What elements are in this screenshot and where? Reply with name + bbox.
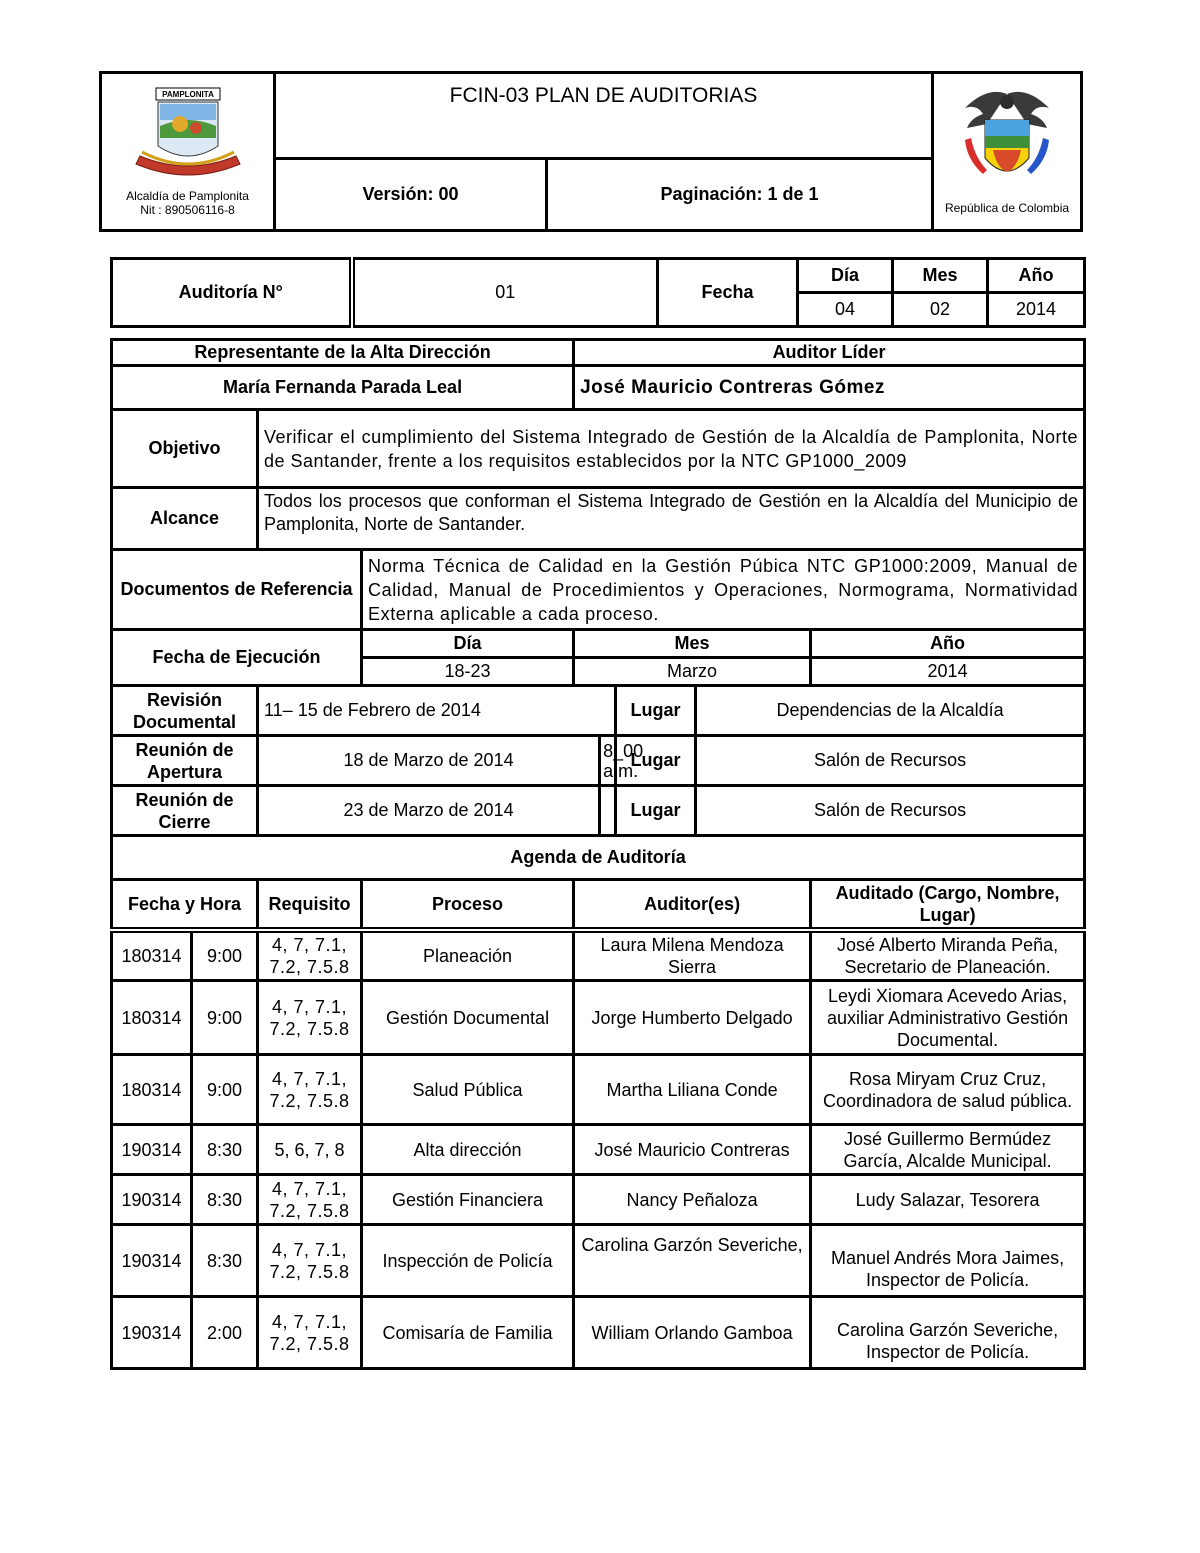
auditoria-table	[110, 257, 1086, 328]
agenda-requisito: 4, 7, 7.1, 7.2, 7.5.8	[258, 930, 362, 981]
agenda-hora: 8:30	[192, 1225, 258, 1297]
agenda-fecha: 190314	[112, 1175, 192, 1225]
apertura-label: Reunión de Apertura	[112, 736, 258, 786]
agenda-requisito: 4, 7, 7.1, 7.2, 7.5.8	[258, 1225, 362, 1297]
docs-label: Documentos de Referencia	[112, 550, 362, 630]
revision-lugar: Dependencias de la Alcaldía	[696, 686, 1085, 736]
agenda-auditado: José Guillermo Bermúdez García, Alcalde Municipal.	[811, 1125, 1085, 1175]
agenda-hora: 9:00	[192, 981, 258, 1055]
rep-name: María Fernanda Parada Leal	[112, 366, 574, 410]
agenda-requisito: 4, 7, 7.1, 7.2, 7.5.8	[258, 1175, 362, 1225]
agenda-proceso: Alta dirección	[362, 1125, 574, 1175]
objetivo-label: Objetivo	[112, 410, 258, 488]
agenda-proceso: Inspección de Policía	[362, 1225, 574, 1297]
col-auditado: Auditado (Cargo, Nombre, Lugar)	[811, 880, 1085, 931]
anio-value: 2014	[988, 293, 1085, 327]
agenda-auditado: Carolina Garzón Severiche, Inspector de Policía.	[811, 1297, 1085, 1369]
agenda-auditor: Jorge Humberto Delgado	[574, 981, 811, 1055]
ejec-dia-label: Día	[362, 630, 574, 658]
pamplonita-logo	[128, 86, 248, 186]
agenda-hora: 9:00	[192, 930, 258, 981]
logo-text: PAMPLONITA	[161, 90, 214, 99]
agenda-proceso: Gestión Documental	[362, 981, 574, 1055]
agenda-requisito: 5, 6, 7, 8	[258, 1125, 362, 1175]
agenda-auditor: Carolina Garzón Severiche,	[574, 1225, 811, 1297]
apertura-hora: 8_00 a.m.	[600, 736, 616, 786]
cierre-lugar-label: Lugar	[616, 786, 696, 836]
alcance-label: Alcance	[112, 488, 258, 550]
agenda-proceso: Salud Pública	[362, 1055, 574, 1125]
agenda-auditado: Rosa Miryam Cruz Cruz, Coordinadora de salud pública.	[811, 1055, 1085, 1125]
agenda-fecha: 180314	[112, 1055, 192, 1125]
agenda-hora: 8:30	[192, 1125, 258, 1175]
revision-label: Revisión Documental	[112, 686, 258, 736]
agenda-row	[112, 981, 1085, 1055]
agenda-auditor: Laura Milena Mendoza Sierra	[574, 930, 811, 981]
document-header	[99, 71, 1083, 232]
rep-label: Representante de la Alta Dirección	[112, 340, 574, 366]
docs-text: Norma Técnica de Calidad en la Gestión Púbica NTC GP1000:2009, Manual de Calidad, Manual de Procedimientos y Operaciones, Normograma, Normatividad Externa aplicable a cada proceso.	[362, 550, 1085, 630]
fecha-label: Fecha	[658, 259, 798, 327]
agenda-requisito: 4, 7, 7.1, 7.2, 7.5.8	[258, 1055, 362, 1125]
lider-name: José Mauricio Contreras Gómez	[574, 366, 1085, 410]
agenda-auditado: Manuel Andrés Mora Jaimes, Inspector de Policía.	[811, 1225, 1085, 1297]
agenda-hora: 9:00	[192, 1055, 258, 1125]
agenda-proceso: Gestión Financiera	[362, 1175, 574, 1225]
agenda-requisito: 4, 7, 7.1, 7.2, 7.5.8	[258, 1297, 362, 1369]
apertura-lugar: Salón de Recursos	[696, 736, 1085, 786]
cierre-hora-empty	[600, 786, 616, 836]
agenda-proceso: Planeación	[362, 930, 574, 981]
objetivo-text: Verificar el cumplimiento del Sistema Integrado de Gestión de la Alcaldía de Pamplonita, Norte de Santander, frente a los requisitos establecidos por la NTC GP1000_2009	[258, 410, 1085, 488]
revision-fecha: 11– 15 de Febrero de 2014	[258, 686, 616, 736]
ejec-anio-label: Año	[811, 630, 1085, 658]
dia-label: Día	[798, 259, 893, 293]
ejec-mes-label: Mes	[574, 630, 811, 658]
agenda-title: Agenda de Auditoría	[112, 836, 1085, 880]
pagination-label: Paginación: 1 de 1	[547, 159, 933, 231]
apertura-fecha: 18 de Marzo de 2014	[258, 736, 600, 786]
agenda-auditor: Martha Liliana Conde	[574, 1055, 811, 1125]
colombia-coat-of-arms-icon	[957, 88, 1057, 198]
agenda-fecha: 190314	[112, 1297, 192, 1369]
cierre-lugar: Salón de Recursos	[696, 786, 1085, 836]
agenda-row	[112, 1125, 1085, 1175]
col-proceso: Proceso	[362, 880, 574, 931]
colombia-logo-cell	[933, 73, 1082, 231]
agenda-row	[112, 1175, 1085, 1225]
agenda-auditor: William Orlando Gamboa	[574, 1297, 811, 1369]
anio-label: Año	[988, 259, 1085, 293]
pamplonita-logo-cell	[101, 73, 275, 231]
ejec-label: Fecha de Ejecución	[112, 630, 362, 686]
agenda-requisito: 4, 7, 7.1, 7.2, 7.5.8	[258, 981, 362, 1055]
ejec-dia: 18-23	[362, 658, 574, 686]
agenda-proceso: Comisaría de Familia	[362, 1297, 574, 1369]
document-title: FCIN-03 PLAN DE AUDITORIAS	[275, 73, 933, 159]
agenda-auditado: José Alberto Miranda Peña, Secretario de Planeación.	[811, 930, 1085, 981]
cierre-label: Reunión de Cierre	[112, 786, 258, 836]
agenda-auditado: Ludy Salazar, Tesorera	[811, 1175, 1085, 1225]
agenda-row	[112, 1297, 1085, 1369]
agenda-auditado: Leydi Xiomara Acevedo Arias, auxiliar Administrativo Gestión Documental.	[811, 981, 1085, 1055]
mes-value: 02	[893, 293, 988, 327]
auditoria-label: Auditoría N°	[112, 259, 352, 327]
apertura-lugar-label: Lugar	[616, 736, 696, 786]
agenda-row	[112, 1225, 1085, 1297]
agenda-hora: 2:00	[192, 1297, 258, 1369]
agenda-fecha: 190314	[112, 1225, 192, 1297]
mes-label: Mes	[893, 259, 988, 293]
agenda-fecha: 190314	[112, 1125, 192, 1175]
col-auditores: Auditor(es)	[574, 880, 811, 931]
agenda-auditor: José Mauricio Contreras	[574, 1125, 811, 1175]
agenda-row	[112, 1055, 1085, 1125]
cierre-fecha: 23 de Marzo de 2014	[258, 786, 600, 836]
alcance-text: Todos los procesos que conforman el Sistema Integrado de Gestión en la Alcaldía del Municipio de Pamplonita, Norte de Santander.	[258, 488, 1085, 550]
ejec-anio: 2014	[811, 658, 1085, 686]
col-requisito: Requisito	[258, 880, 362, 931]
agenda-row	[112, 930, 1085, 981]
logo-caption-name: Alcaldía de Pamplonita	[126, 189, 249, 203]
agenda-fecha: 180314	[112, 930, 192, 981]
agenda-hora: 8:30	[192, 1175, 258, 1225]
col-fecha-hora: Fecha y Hora	[112, 880, 258, 931]
version-label: Versión: 00	[275, 159, 547, 231]
republica-caption: República de Colombia	[944, 201, 1070, 215]
audit-plan-table	[110, 338, 1086, 1370]
lider-label: Auditor Líder	[574, 340, 1085, 366]
agenda-auditor: Nancy Peñaloza	[574, 1175, 811, 1225]
agenda-fecha: 180314	[112, 981, 192, 1055]
logo-caption-nit: Nit : 890506116-8	[140, 203, 235, 217]
dia-value: 04	[798, 293, 893, 327]
auditoria-number: 01	[352, 259, 658, 327]
ejec-mes: Marzo	[574, 658, 811, 686]
revision-lugar-label: Lugar	[616, 686, 696, 736]
